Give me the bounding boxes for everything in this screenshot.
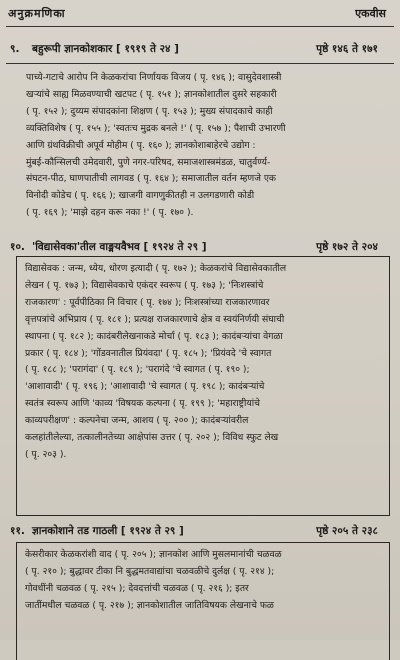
summary-line: केसरीकार केळकरांशी वाद ( पृ. २०५ ); ज्ञानकोश आणि मुसलमानांची चळवळ bbox=[25, 549, 282, 560]
section-page-range: पृष्ठे १७२ ते २०४ bbox=[316, 241, 378, 253]
header-section-title: अनुक्रमणिका bbox=[8, 7, 66, 20]
summary-line: आणि ग्रंथविक्रीची अपूर्व मोहीम ( पृ. १६० ); ज्ञानकोशाबाहेरचे उद्योग : bbox=[26, 139, 256, 151]
summary-line: स्वतंत्र स्वरूप आणि 'काव्य 'विषयक कल्पना ( पृ. १९९ ); 'महाराष्ट्रीयांचे bbox=[25, 398, 260, 410]
header-rule bbox=[6, 26, 394, 27]
summary-line: वृत्तपत्रांचे अभिप्राय ( पृ. १८१ ); प्रत्यक्ष राजकारणाचे क्षेत्र व स्वयंनिर्णयी संघाची bbox=[25, 313, 285, 325]
summary-line: ( पृ. २०३ ). bbox=[25, 448, 67, 460]
summary-line: पाच्ये-गटाचे आरोप नि केळकरांचा निर्णायक विजय ( पृ. १४६ ); वासुदेवशास्त्री bbox=[26, 72, 282, 83]
summary-line: ( पृ. २१० ); बुद्धावर टीका नि बुद्धमतवाद्यांचा चळवळीचे दुर्लक्ष ( पृ. २१४ ); bbox=[25, 565, 275, 577]
section-heading bbox=[10, 524, 392, 542]
summary-line: संघटन-पीठ, घाणपातीची लागवड ( पृ. १६४ ); समाजातील वर्तन म्हणजे एक bbox=[26, 173, 276, 185]
section-rule bbox=[6, 63, 394, 64]
summary-line: ( पृ. १८८ ); 'परागंदा' ( पृ. १८९ ); 'परागंदे 'चे स्वागत ( पृ. १९० ); bbox=[25, 364, 250, 376]
section-title: ज्ञानकोशाने तड गाठली [ १९२४ ते २९ ] bbox=[32, 525, 184, 537]
section-title: बहुरूपी ज्ञानकोशकार [ १९१९ ते २४ ] bbox=[32, 43, 179, 55]
summary-line: विद्यासेवक : जन्म, ध्येय, धोरण इत्यादी ( पृ. १७२ ); केळकरांचे विद्यासेवकातील bbox=[25, 263, 287, 274]
summary-line: ( पृ. १५२ ); दुय्यम संपादकांना शिक्षण ( पृ. १५३ ); मुख्य संपादकाचे काही bbox=[26, 105, 273, 117]
summary-line: ( पृ. १६९ ); 'माझे दहन करू नका !' ( पृ. १७० ). bbox=[26, 207, 194, 219]
summary-line: प्रकार ( पृ. १८४ ); 'गोंडवनातील प्रियंवदा' ( पृ. १८५ ); 'प्रियंवदे 'चे स्वागत bbox=[25, 347, 272, 359]
page-header bbox=[8, 6, 392, 24]
summary-line: लेखन ( पृ. १७३ ); विद्यासेवकाचे एकंदर स्वरूप ( पृ. १७३ ); 'निःशस्त्रांचे bbox=[25, 279, 264, 291]
section-page-range: पृष्ठे २०५ ते २३८ bbox=[316, 525, 378, 537]
section-summary bbox=[26, 70, 390, 222]
summary-line: काव्यपरीक्षण' : कल्पनेचा जन्म, आशय ( पृ. २०० ); कादंबऱ्यांवरील bbox=[25, 415, 249, 427]
section-number: ११. bbox=[10, 525, 25, 537]
section-number: १०. bbox=[10, 241, 25, 253]
summary-line: विनोदी कोडेच ( पृ. १६६ ); खाजगी वागणुकीतही न उलगडणारी कोडी bbox=[26, 190, 255, 202]
summary-line: कलहांतीलेल्या, तत्कालीनतेच्या आक्षेपांस उत्तर ( पृ. २०२ ); विविध स्फुट लेख bbox=[25, 432, 279, 444]
section-summary bbox=[16, 256, 390, 516]
header-page-number: एकवीस bbox=[355, 7, 386, 20]
summary-line: खऱ्यांचे साह्य मिळवण्याची खटपट ( पृ. १५१ ); ज्ञानकोशातील दुसरे सहकारी bbox=[26, 88, 277, 100]
summary-line: गोवधींनी चळवळ ( पृ. २१५ ); देवदत्तांची चळवळ ( पृ. २१६ ); इतर bbox=[25, 582, 249, 594]
summary-line: 'आशावादी' ( पृ. १९६ ); 'आशावादी 'चे स्वागत ( पृ. १९८ ); कादंबऱ्यांचे bbox=[25, 381, 265, 393]
summary-line: व्यक्तिविशेष ( पृ. १५५ ); 'स्वतःच मुद्रक बनले !' ( पृ. १५७ ); पैशाची उभारणी bbox=[26, 122, 286, 134]
summary-line: मुंबई-कौन्सिलची उमेदवारी, पुणे नगर-परिषद, समाजशास्त्रमंडळ, चातुर्वर्ण्य- bbox=[26, 156, 271, 168]
section-title: 'विद्यासेवका'तील वाङ्मयवैभव [ १९२४ ते २९ ] bbox=[32, 241, 207, 253]
summary-line: राजकारण' : पूर्वपीठिका नि विचार ( पृ. १७४ ); निःशस्त्रांच्या राजकारणावर bbox=[25, 296, 270, 308]
summary-line: जातींमधील चळवळ ( पृ. २१७ ); ज्ञानकोशातील जातिविषयक लेखनाचे फळ bbox=[25, 599, 274, 611]
section-page-range: पृष्ठे १४६ ते १७१ bbox=[316, 43, 378, 55]
section-number: ९. bbox=[10, 43, 20, 55]
section-summary bbox=[16, 542, 390, 660]
summary-line: स्थापना ( पृ. १८२ ); कादंबरीलेखनाकडे मोर्चा ( पृ. १८३ ); कादंबऱ्यांचा वेगळा bbox=[25, 330, 283, 342]
section-heading bbox=[10, 42, 392, 60]
